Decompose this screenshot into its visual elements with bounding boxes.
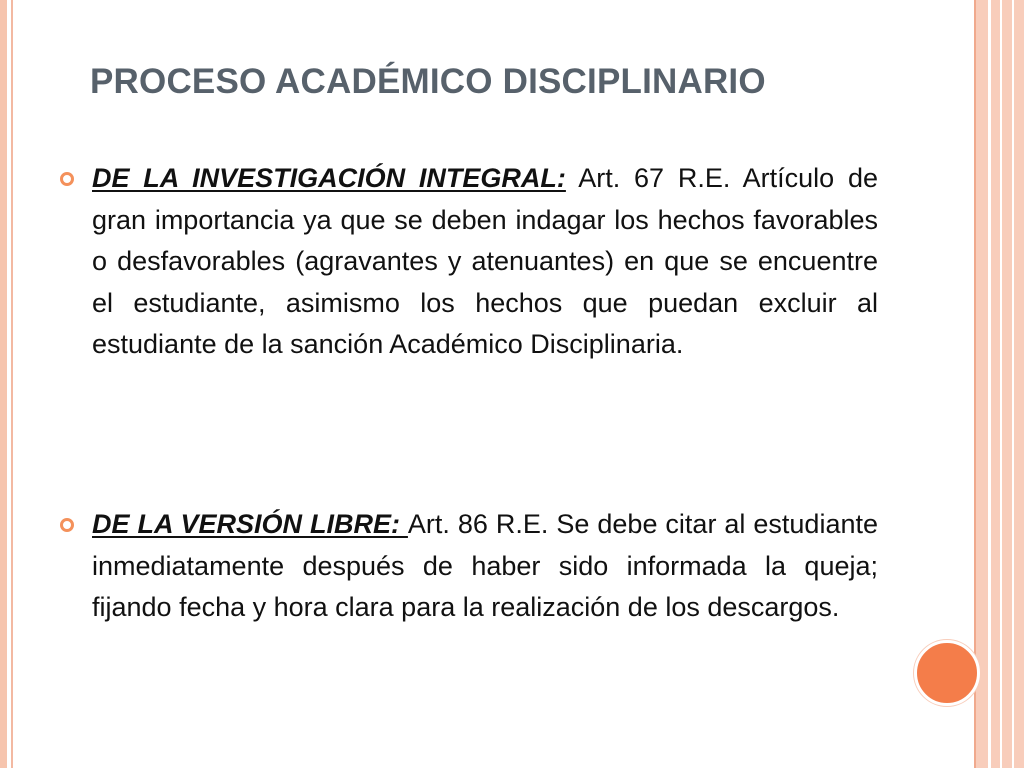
bullet-circle-icon — [60, 172, 74, 186]
bullet-body: Art. 67 R.E. Artículo de gran importancia ya que se deben indagar los hechos favorables o desfavorables (agravantes y atenuantes) en que se encuentre el estudiante, asimismo los hechos que puedan excluir al estudiante de la sanción Académico Disciplinaria. — [92, 163, 878, 359]
bullet-circle-icon — [60, 518, 74, 532]
right-border-stripe — [988, 0, 991, 768]
bullet-heading: DE LA INVESTIGACIÓN INTEGRAL: — [92, 163, 566, 193]
decorative-circle-icon — [914, 640, 980, 706]
bullet-paragraph-investigacion — [92, 158, 878, 366]
bullet-heading: DE LA VERSIÓN LIBRE: — [92, 509, 408, 539]
right-border-edge — [974, 0, 976, 768]
bullet-body: Art. 86 R.E. Se debe citar al estudiante inmediatamente después de haber sido informada la queja; fijando fecha y hora clara para la realización de los descargos. — [92, 509, 878, 622]
right-border-stripe — [1012, 0, 1014, 768]
left-border-line — [11, 0, 13, 768]
left-border-band — [0, 0, 7, 768]
right-border-stripe — [1000, 0, 1002, 768]
slide-title: PROCESO ACADÉMICO DISCIPLINARIO — [90, 62, 766, 101]
bullet-paragraph-version-libre — [92, 504, 878, 629]
